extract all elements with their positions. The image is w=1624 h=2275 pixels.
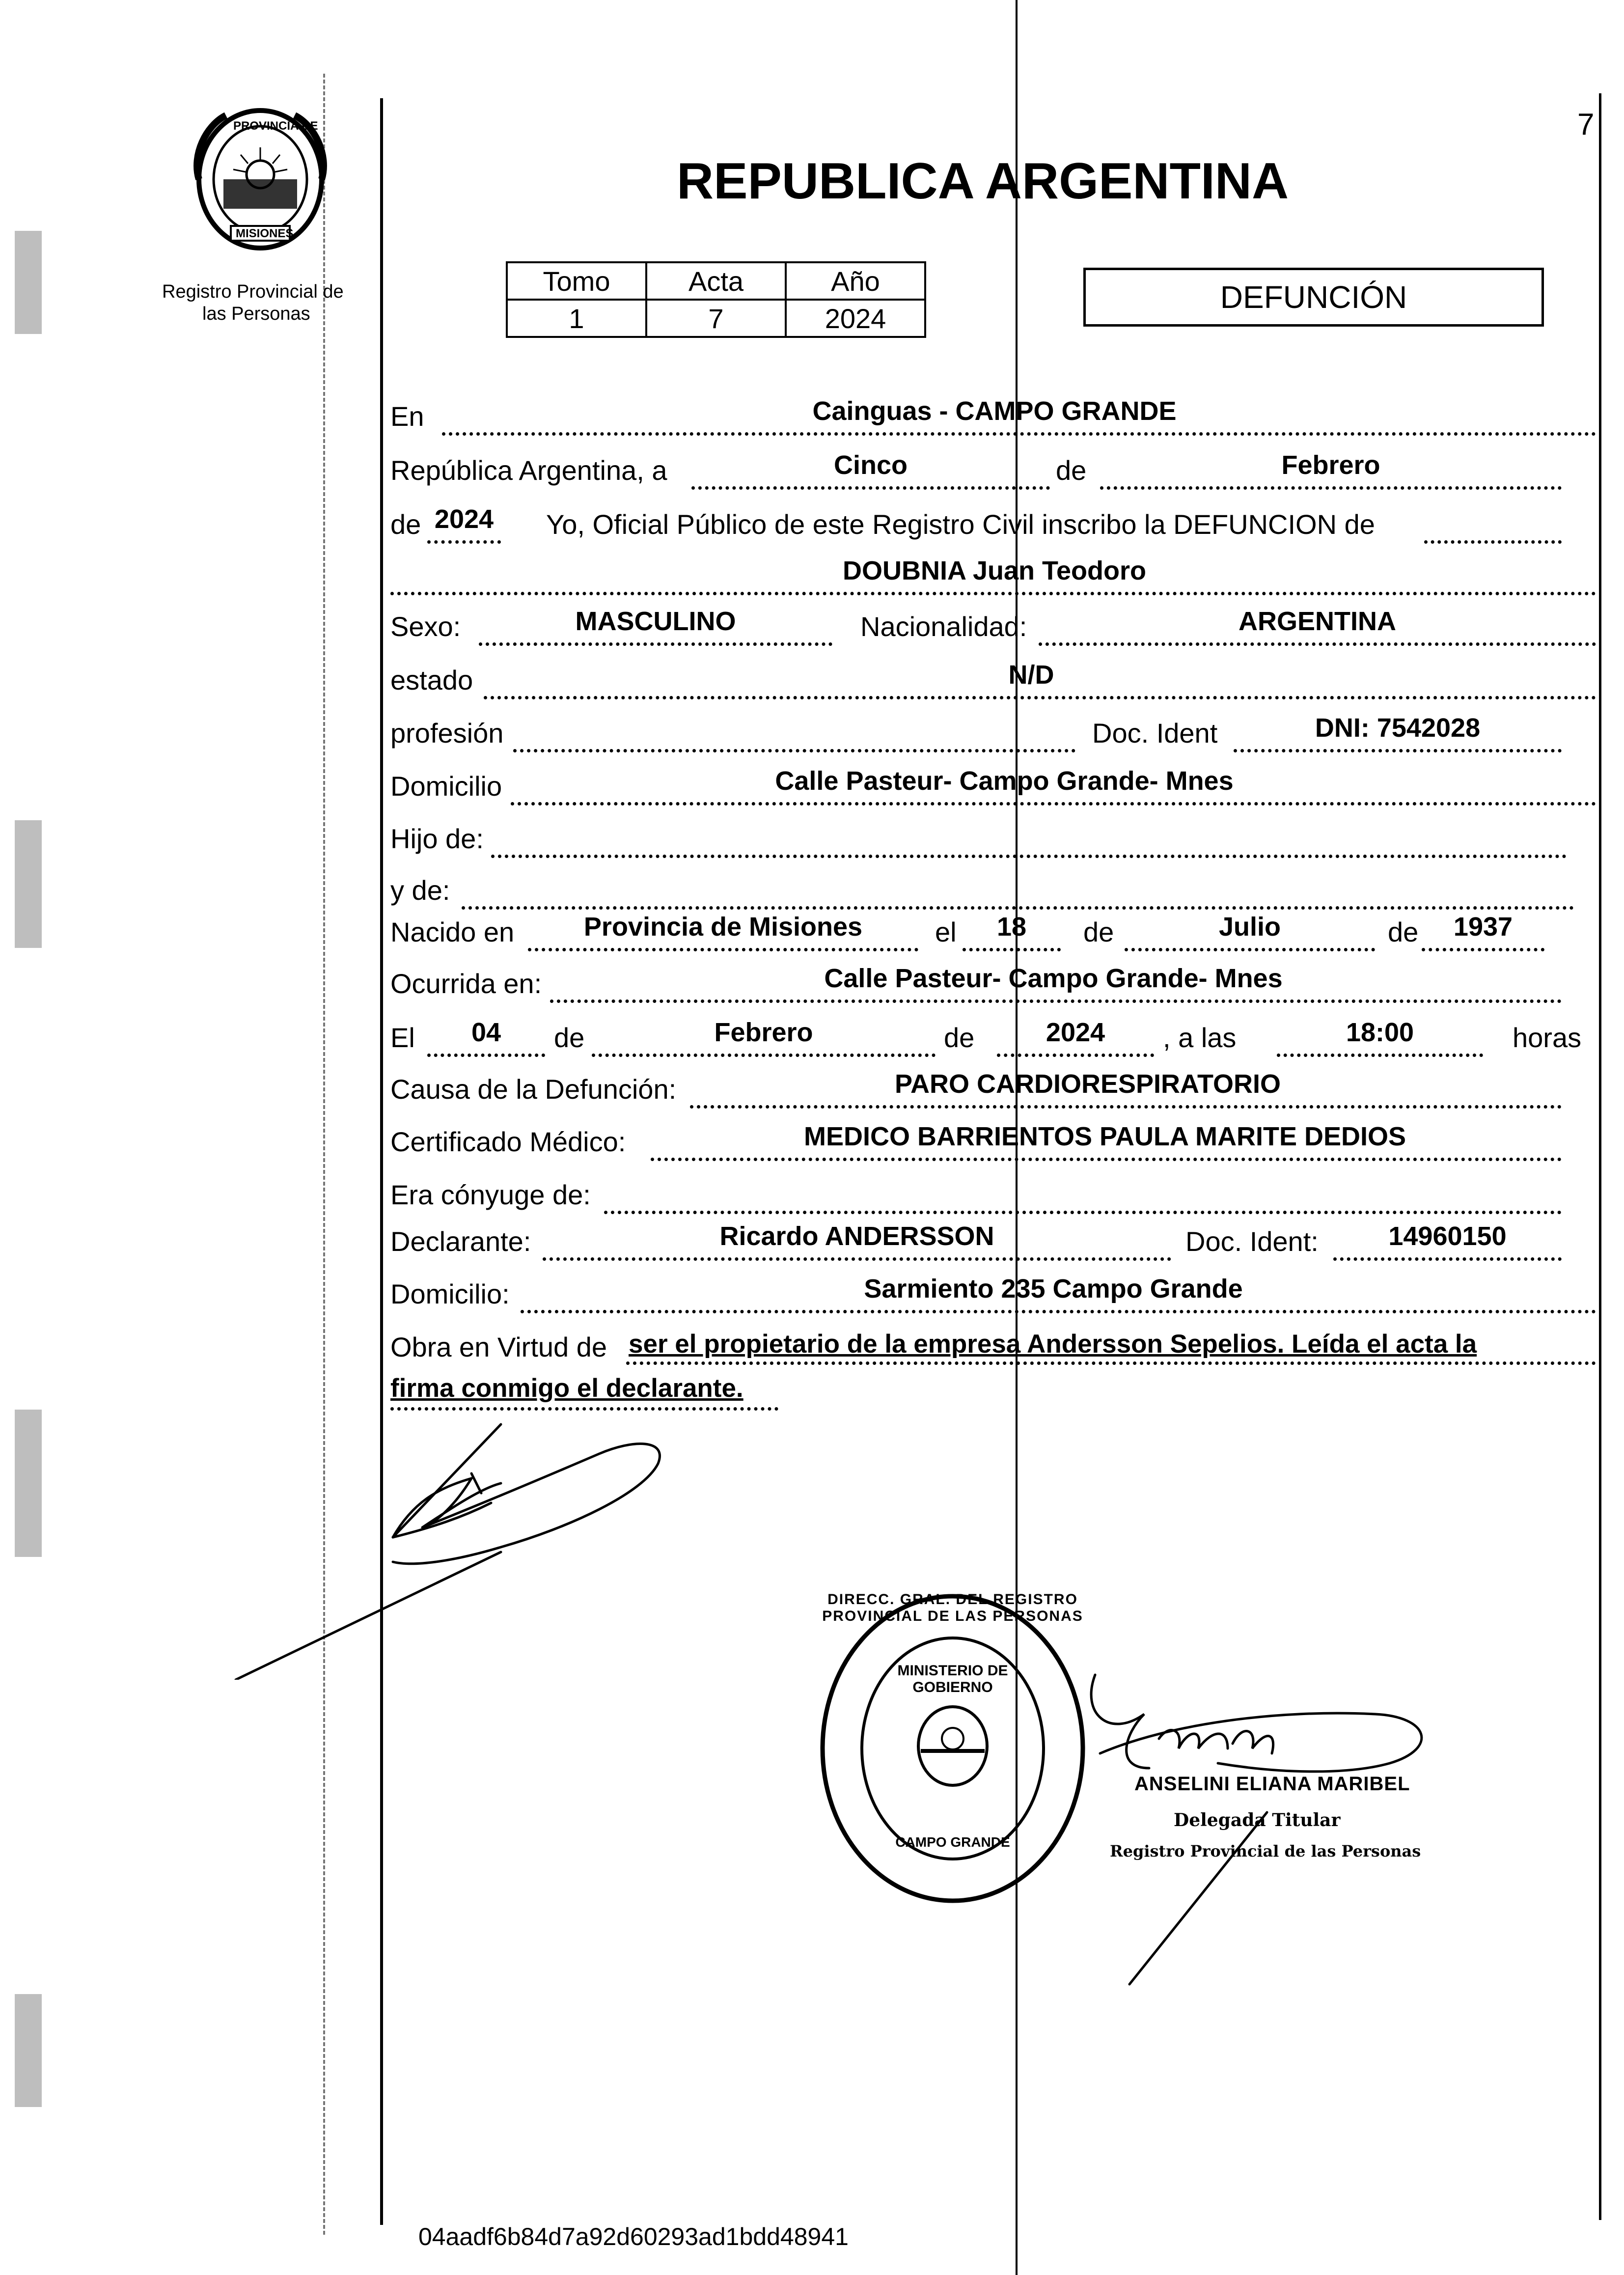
registry-caption-line1: Registro Provincial de [162,281,344,302]
label-de: de [1083,916,1114,947]
label-en: En [390,401,424,432]
deceased-name: DOUBNIA Juan Teodoro [843,556,1146,585]
label-domicilio-colon: Domicilio: [390,1278,510,1309]
dotted-line [963,948,1061,951]
dotted-line [484,696,1596,699]
act-type-box [1083,268,1544,327]
label-sexo: Sexo: [390,611,461,642]
registry-table [506,261,926,338]
dotted-line [626,1361,1596,1365]
dotted-line [651,1158,1562,1161]
label-ocurrida-en: Ocurrida en: [390,968,542,999]
left-margin-line [380,98,383,2225]
dotted-line [442,432,1596,436]
stamp-inner-text: MINISTERIO DE GOBIERNO [897,1663,1008,1695]
dotted-line [1424,540,1562,544]
place-value: Cainguas - CAMPO GRANDE [812,396,1177,426]
scan-edge-line [323,74,325,2235]
official-office: Registro Provincial de las Personas [1110,1842,1421,1860]
birth-year-value: 1937 [1453,912,1513,942]
label-de: de [554,1022,585,1053]
label-el: el [935,916,957,947]
obra-line1-value: ser el propietario de la empresa Andersson Sepelios. Leída el acta la [629,1330,1477,1359]
dotted-line [691,486,1050,490]
dotted-line [592,1054,936,1057]
emblem-text-bottom: MISIONES [236,227,294,240]
declarant-doc-value: 14960150 [1388,1221,1507,1251]
dotted-line [528,948,918,951]
dotted-line [390,592,1596,595]
dotted-line [550,999,1562,1003]
label-a-las: , a las [1163,1022,1237,1053]
death-place-value: Calle Pasteur- Campo Grande- Mnes [824,964,1283,993]
label-domicilio: Domicilio [390,771,502,802]
dotted-line [1125,948,1375,951]
label-hijo-de: Hijo de: [390,823,484,854]
scan-artifact [15,1994,42,2107]
dotted-line [1039,642,1596,646]
label-y-de: y de: [390,875,450,906]
dotted-line [427,540,501,544]
official-name: ANSELINI ELIANA MARIBEL [1134,1773,1410,1795]
label-doc-ident-colon: Doc. Ident: [1185,1226,1319,1257]
dotted-line [462,906,1574,910]
table-header: Año [786,262,925,300]
label-declarante: Declarante: [390,1226,531,1257]
death-hour-value: 18:00 [1346,1018,1414,1047]
label-obra-en-virtud: Obra en Virtud de [390,1332,607,1362]
official-title: Delegada Titular [1174,1810,1341,1831]
scan-artifact [15,1410,42,1557]
nationality-value: ARGENTINA [1239,607,1396,636]
right-margin-line [1599,93,1601,2220]
dotted-line [479,642,832,646]
table-header: Acta [646,262,786,300]
dotted-line [604,1211,1562,1214]
dotted-line [521,1310,1596,1313]
scan-artifact [15,820,42,948]
label-de: de [390,509,421,540]
dotted-line [997,1054,1154,1057]
obra-line2-value: firma conmigo el declarante. [390,1374,743,1403]
label-republica: República Argentina, a [390,455,667,486]
dotted-line [1333,1257,1562,1261]
inscription-day: Cinco [833,450,908,480]
birthplace-value: Provincia de Misiones [583,912,863,942]
registry-caption-line2: las Personas [202,304,310,324]
label-profesion: profesión [390,718,504,749]
page-number: 7 [1577,108,1595,141]
address-value: Calle Pasteur- Campo Grande- Mnes [775,766,1234,796]
dotted-line [1234,749,1562,752]
dotted-line [1277,1054,1483,1057]
registry-stamp [815,1589,1090,1908]
province-emblem [187,106,334,253]
label-yo-oficial: Yo, Oficial Público de este Registro Civil inscribo la DEFUNCION de [546,509,1375,540]
label-conyuge: Era cónyuge de: [390,1179,591,1210]
death-year-value: 2024 [1046,1018,1105,1047]
dotted-line [427,1054,545,1057]
cause-value: PARO CARDIORESPIRATORIO [894,1069,1281,1099]
stamp-outer-text: DIRECC. GRAL. DEL REGISTRO PROVINCIAL DE LAS PERSONAS [822,1591,1083,1624]
table-cell: 2024 [786,300,925,337]
document-hash: 04aadf6b84d7a92d60293ad1bdd48941 [418,2223,849,2250]
dotted-line [543,1257,1171,1261]
sex-value: MASCULINO [575,607,736,636]
label-de: de [1056,455,1087,486]
dotted-line [491,855,1567,858]
emblem-text-top: PROVINCIA DE [233,119,318,133]
label-certificado: Certificado Médico: [390,1126,626,1157]
label-el-cap: El [390,1022,415,1053]
death-month-value: Febrero [714,1018,813,1047]
stamp-bottom-text: CAMPO GRANDE [895,1834,1010,1850]
birth-month-value: Julio [1218,912,1281,942]
inscription-year: 2024 [434,504,494,534]
label-nacionalidad: Nacionalidad: [860,611,1027,642]
doc-ident-value: DNI: 7542028 [1315,713,1481,743]
label-causa: Causa de la Defunción: [390,1074,677,1105]
scan-artifact [15,231,42,334]
table-cell: 7 [646,300,786,337]
table-cell: 1 [507,300,646,337]
label-doc-ident: Doc. Ident [1092,718,1218,749]
dotted-line [690,1105,1562,1109]
table-header: Tomo [507,262,646,300]
declarant-value: Ricardo ANDERSSON [719,1221,994,1251]
birth-day-value: 18 [996,912,1027,942]
label-de: de [944,1022,975,1053]
label-horas: horas [1513,1022,1582,1053]
page-title: REPUBLICA ARGENTINA [677,153,1289,210]
declarant-signature [226,1405,717,1680]
label-nacido-en: Nacido en [390,916,515,947]
dotted-line [511,802,1596,805]
civil-status-value: N/D [1008,660,1054,690]
dotted-line [1100,486,1562,490]
declarant-address-value: Sarmiento 235 Campo Grande [864,1274,1243,1304]
certificate-value: MEDICO BARRIENTOS PAULA MARITE DEDIOS [803,1122,1406,1151]
dotted-line [513,749,1075,752]
act-type: DEFUNCIÓN [1220,279,1407,315]
label-de: de [1388,916,1419,947]
dotted-line [1422,948,1544,951]
inscription-month: Febrero [1281,450,1380,480]
death-day-value: 04 [471,1018,501,1047]
label-estado: estado [390,665,473,695]
